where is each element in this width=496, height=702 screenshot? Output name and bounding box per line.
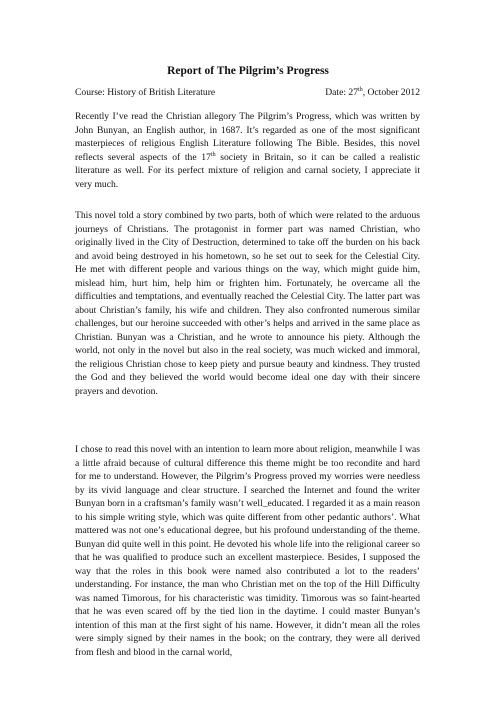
paragraph-1-superscript: th [210, 151, 216, 158]
report-title: Report of The Pilgrim’s Progress [167, 65, 329, 77]
paragraph-summary: This novel told a story combined by two parts, both of which were related to the arduous journeys of Christians. The protagonist in former part was named Christian, who originally lived in the City of Destruction, determined to take off the burden on his back and avoid being destroyed in his hometown, so he set out to seek for the Celestial City. He met with different people and various things on the way, which might guide him, mislead him, hurt him, help him or frighten him. Fortunately, he overcame all the difficulties and temptations, and eventually reached the Celestial City. The latter part was about Christian’s family, his wife and children. They also confronted numerous similar challenges, but our heroine succeeded with other’s helps and arrived in the same place as Christian. Bunyan was a Christian, and he wrote to announce his piety. Although the world, not only in the novel but also in the real society, was much wicked and immoral, the religious Christian chose to keep piety and pursue beauty and kindness. They trusted the God and they believed the world would become ideal one day with their sincere prayers and devotion. [75, 210, 420, 397]
date-prefix: Date: 27 [325, 87, 359, 98]
date-superscript: th [358, 87, 363, 93]
date-label [325, 86, 420, 99]
paragraph-1-part-2: society in Britain, so it can be called a realistic literature as well. For its perfect mixture of religion and carnal society, I appreciate it very much. [75, 151, 420, 190]
date-suffix: , October 2012 [362, 87, 420, 98]
paragraph-reflection: I chose to read this novel with an intention to learn more about religion, meanwhile I was a little afraid because of cultural difference this theme might be too recondite and hard for me to understand. However, the Pilgrim’s Progress proved my worries were needless by its vivid language and clear structure. I searched the Internet and found the writer Bunyan born in a craftsman’s family wasn’t well_educated. I regarded it as a main reason to his simple writing style, which was quite different from other pedantic authors’. What mattered was not one’s educational degree, but his profound understanding of the theme. Bunyan did quite well in this point. He devoted his whole life into the religional career so that he was qualified to produce such an excellent masterpiece. Besides, I supposed the way that the roles in this book were named also contributed a lot to the readers’ understanding. For instance, the man who Christian met on the top of the Hill Difficulty was named Timorous, for his characteristic was timidity. Timorous was so faint-hearted that he was even scared off by the tied lion in the daytime. I could master Bunyan’s intention of this man at the first sight of his name. However, it didn’t mean all the roles were simply signed by their names in the book; on the contrary, they were all derived from flesh and blood in the carnal world, [75, 444, 420, 658]
paragraph-introduction [75, 110, 420, 191]
course-label: Course: History of British Literature [75, 87, 216, 98]
paragraph-1-part-1: Recently I’ve read the Christian allegory The Pilgrim’s Progress, which was written by John Bunyan, an English author, in 1687. It’s regarded as one of the most significant masterpieces of religious English Literature following The Bible. Besides, this novel reflects several aspects of the 17 [75, 111, 420, 163]
